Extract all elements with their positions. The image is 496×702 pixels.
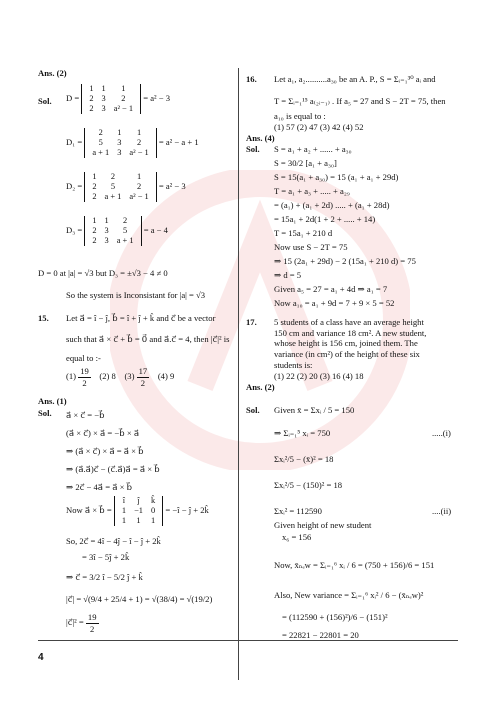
s17-sum-squares-ref: ....(ii) <box>432 506 452 516</box>
s15-so-2: = 3î − 5ĵ + 2k̂ <box>82 552 130 562</box>
s17-variance-2: Σxᵢ²/5 − (150)² = 18 <box>274 480 343 490</box>
s17-sum: ⇒ Σᵢ₌₁⁵ xᵢ = 750 <box>274 428 331 438</box>
column-divider <box>238 68 239 680</box>
s17-new-mean: Now, x̄ₙₑw = Σᵢ₌₁⁶ xᵢ / 6 = (750 + 156)/6 = 151 <box>274 560 435 570</box>
det-D1-matrix <box>84 128 156 158</box>
det-D3-cell: a + 1 <box>116 236 134 246</box>
det-D3-label: D₃ = <box>66 225 83 236</box>
s15-modulus: |c⃗| = √(9/4 + 25/4 + 1) = √(38/4) = √(19/2) <box>66 594 213 604</box>
q17-text-line: whose height is 156 cm, joined them. The <box>274 338 418 349</box>
det-D1-cell: 5 <box>98 138 103 148</box>
s15-line-5: ⇒ 2c⃗ − 4a⃗ = a⃗ × b⃗ <box>66 482 133 492</box>
s16-step: = (a₁) + (a₁ + 2d) ..... + (a₁ + 28d) <box>274 200 390 211</box>
question-15-number: 15. <box>38 313 49 323</box>
cross-product-label: Now a⃗ × b⃗ = <box>66 505 112 516</box>
det-D-cell: 3 <box>101 104 106 114</box>
det-D1-row <box>88 148 152 158</box>
determinant-D3 <box>66 216 168 246</box>
inconsistent-line: So the system is Inconsistant for |a| = √3 <box>66 290 206 300</box>
det-D-cell: a² − 1 <box>113 104 134 114</box>
s17-given-new: Given height of new student <box>274 520 372 530</box>
answer-17: Ans. (2) <box>246 382 275 392</box>
cross-product-matrix <box>114 496 163 526</box>
s16-step: S = a₁ + a₂ + ...... + a₃₀ <box>274 144 352 154</box>
s17-x6: x₆ = 156 <box>282 532 312 542</box>
det-D2-cell: 2 <box>92 182 97 192</box>
s16-step: ⇒ d = 5 <box>274 270 302 281</box>
s16-steps <box>274 144 489 312</box>
determinant-D2 <box>66 172 186 202</box>
s15-c-vector: ⇒ c⃗ = 3/2 î − 5/2 ĵ + k̂ <box>66 572 143 582</box>
det-D3-cell: 3 <box>104 236 109 246</box>
det-D1-row <box>88 128 152 138</box>
q15-option-1-label: (1) <box>66 371 77 382</box>
det-D3-cell: 3 <box>104 226 109 236</box>
det-D2-cell: 2 <box>136 182 142 192</box>
s17-final: = 22821 − 22801 = 20 <box>282 630 359 640</box>
determinant-D1 <box>66 128 199 158</box>
s17-new-variance: Also, New variance = Σᵢ₌₁⁶ xᵢ² / 6 − (x̄ₙₑw)² <box>274 590 424 600</box>
s16-step: = 15a₁ + 2d(1 + 2 + ..... + 14) <box>274 214 376 225</box>
q15-option-1-fraction: $\frac{19}{2}$ <box>80 366 89 388</box>
cross-product-cell: 1 <box>136 516 141 526</box>
s15-modulus-squared: |c⃗|² = $\frac{19}{2}$ <box>66 612 97 634</box>
det-D-cell: 1 <box>101 84 106 93</box>
s17-sum-ref: .....(i) <box>432 428 451 438</box>
q17-text-line: students is: <box>274 359 313 370</box>
det-D-label: D = <box>66 93 80 104</box>
cross-product-cell: −1 <box>134 506 143 516</box>
det-D3-cell: 1 <box>104 216 109 225</box>
det-D2-row <box>88 172 152 182</box>
question-16-number: 16. <box>246 74 257 84</box>
det-D3-matrix <box>84 216 141 246</box>
cross-product-row <box>118 516 159 526</box>
det-D2-cell: a + 1 <box>104 192 122 202</box>
cross-product-cell: 0 <box>150 506 156 516</box>
cross-product-cell: 1 <box>121 506 127 516</box>
q15-option-4: (4) 9 <box>157 371 175 382</box>
s16-step: T = 15a₁ + 210 d <box>274 228 333 239</box>
cross-product-row <box>118 506 159 516</box>
q16-line-3: a₁₀ is equal to : <box>274 111 326 121</box>
det-D-cell: 3 <box>101 94 106 104</box>
s16-step: Now use S − 2T = 75 <box>274 242 348 253</box>
det-D-cell: 2 <box>89 104 94 114</box>
q17-text <box>274 317 489 371</box>
det-D3-cell: 1 <box>92 216 97 225</box>
det-D1-value: = a² − a + 1 <box>158 137 199 148</box>
q15-option-3-label: (3) <box>124 371 135 382</box>
det-D1-cell: 1 <box>117 128 122 137</box>
cross-product-cell: k̂ <box>150 496 156 505</box>
solution-17-label: Sol. <box>246 405 260 415</box>
s16-step: ⇒ 15 (2a₁ + 29d) − 2 (15a₁ + 210 d) = 75 <box>274 256 416 267</box>
det-D1-cell: 2 <box>98 128 103 137</box>
q15-option-2: (2) 8 <box>99 371 116 382</box>
s16-step: S = 15(a₁ + a₃₀) = 15 (a₁ + a₁ + 29d) <box>274 172 399 183</box>
q17-text-line: 5 students of a class have an average height <box>274 317 424 327</box>
s16-step: Given a₅ = 27 = a₁ + 4d ⇒ a₁ = 7 <box>274 284 388 295</box>
det-D-cell: 2 <box>89 94 94 104</box>
footer-rule <box>38 640 458 641</box>
cross-product-cell: 1 <box>150 516 156 526</box>
det-D1-label: D₁ = <box>66 137 83 148</box>
answer-16: Ans. (4) <box>246 133 275 143</box>
question-17-number: 17. <box>246 317 257 327</box>
s15-line-1: a⃗ × c⃗ = −b⃗ <box>66 410 105 420</box>
det-D1-row <box>88 138 152 148</box>
s16-step: S = 30/2 [a₁ + a₃₀] <box>274 158 337 169</box>
det-D-row <box>85 104 137 114</box>
q15-line-2: such that a⃗ × c⃗ + b⃗ = 0⃗ and a⃗.c⃗ = 4, then |c⃗|² is <box>66 334 230 344</box>
det-D-value: = a² − 3 <box>143 93 171 104</box>
s15-line-2: (a⃗ × c⃗) × a⃗ = −b⃗ × a⃗ <box>66 428 140 438</box>
det-D-matrix <box>81 84 141 114</box>
det-D3-cell: 2 <box>123 216 128 225</box>
det-D1-cell: 3 <box>117 138 122 148</box>
det-D1-cell: 2 <box>136 138 142 148</box>
page-number: 4 <box>38 652 44 663</box>
det-D1-cell: 3 <box>117 148 122 158</box>
det-D2-matrix <box>84 172 156 202</box>
det-D3-cell: 5 <box>123 226 128 236</box>
answer-15: Ans. (1) <box>38 396 67 406</box>
det-D2-row <box>88 192 152 202</box>
cross-product-cell: 1 <box>121 516 127 526</box>
solution-16-label: Sol. <box>246 144 260 154</box>
s15-line-4: ⇒ (a⃗.a⃗)c⃗ − (c⃗.a⃗)a⃗ = a⃗ × b⃗ <box>66 464 160 474</box>
det-D2-row <box>88 182 152 192</box>
det-D3-value: = a − 4 <box>143 225 168 236</box>
det-D2-cell: 5 <box>110 182 116 192</box>
s16-step: T = a₁ + a₃ + ..... + a₂₉ <box>274 186 350 197</box>
det-D-row <box>85 94 137 104</box>
q15-line-3: equal to :- <box>66 353 101 363</box>
answer-14: Ans. (2) <box>38 68 67 78</box>
s17-variance: Σxᵢ²/5 − (x̄)² = 18 <box>274 454 334 464</box>
det-D-row <box>85 84 137 94</box>
det-D1-cell: a + 1 <box>92 148 110 158</box>
solution-label: Sol. <box>38 96 52 106</box>
cross-product-cell: î <box>122 496 126 505</box>
q17-text-line: variance (in cm²) of the height of these six <box>274 349 420 360</box>
det-D2-cell: 2 <box>92 192 97 202</box>
determinant-D <box>66 84 170 114</box>
det-D2-cell: 1 <box>136 172 142 181</box>
det-D2-value: = a² − 3 <box>158 181 186 192</box>
det-D1-cell: 1 <box>136 128 142 137</box>
det-D-cell: 1 <box>89 84 94 93</box>
cross-product-row <box>118 496 159 506</box>
det-D2-cell: 2 <box>110 172 116 181</box>
det-D-cell: 2 <box>121 94 126 104</box>
s17-given: Given x̄ = Σxᵢ / 5 = 150 <box>274 405 355 415</box>
cross-product <box>66 496 209 526</box>
det-D1-cell: a² − 1 <box>129 148 149 158</box>
q16-line-2: T = Σᵢ₌₁¹⁵ a₍₂ᵢ₋₁₎ . If a₅ = 27 and S − 2T = 75, then <box>274 96 446 106</box>
q15-line-1: Let a⃗ = î − ĵ, b⃗ = î + ĵ + k̂ and c⃗ be a vector <box>66 313 216 323</box>
s17-calculation: = (112590 + (156)²)/6 − (151)² <box>282 612 388 622</box>
solution-15-label: Sol. <box>38 408 52 418</box>
det-D2-cell: a² − 1 <box>129 192 149 202</box>
q16-line-1: Let a₁, a₂..........a₃₀ be an A. P., S = Σᵢ₌₁³⁰ aᵢ and <box>274 74 436 84</box>
s16-step: Now a₁₀ = a₁ + 9d = 7 + 9 × 5 = 52 <box>274 298 395 309</box>
d-zero-line: D = 0 at |a| = √3 but D₃ = ±√3 − 4 ≠ 0 <box>38 268 168 278</box>
q17-options: (1) 22 (2) 20 (3) 16 (4) 18 <box>274 371 364 381</box>
s15-so: So, 2c⃗ = 4î − 4ĵ − î − ĵ + 2k̂ <box>66 536 161 546</box>
det-D3-row <box>88 216 137 226</box>
s15-line-3: ⇒ (a⃗ × c⃗) × a⃗ = a⃗ × b⃗ <box>66 446 144 456</box>
q16-options: (1) 57 (2) 47 (3) 42 (4) 52 <box>274 122 364 132</box>
det-D3-cell: 2 <box>92 236 97 246</box>
s17-sum-squares: Σxᵢ² = 112590 <box>274 506 322 516</box>
det-D-cell: 1 <box>121 84 126 93</box>
det-D3-row <box>88 236 137 246</box>
q17-text-line: 150 cm and variance 18 cm². A new student, <box>274 327 427 338</box>
det-D3-row <box>88 226 137 236</box>
det-D2-label: D₂ = <box>66 181 83 192</box>
det-D2-cell: 1 <box>92 172 97 181</box>
det-D3-cell: 2 <box>92 226 97 236</box>
cross-product-cell: ĵ <box>137 496 140 505</box>
cross-product-value: = −î − ĵ + 2k̂ <box>165 505 209 516</box>
q15-option-3-fraction: $\frac{17}{2}$ <box>138 366 148 388</box>
q15-options <box>66 366 174 388</box>
